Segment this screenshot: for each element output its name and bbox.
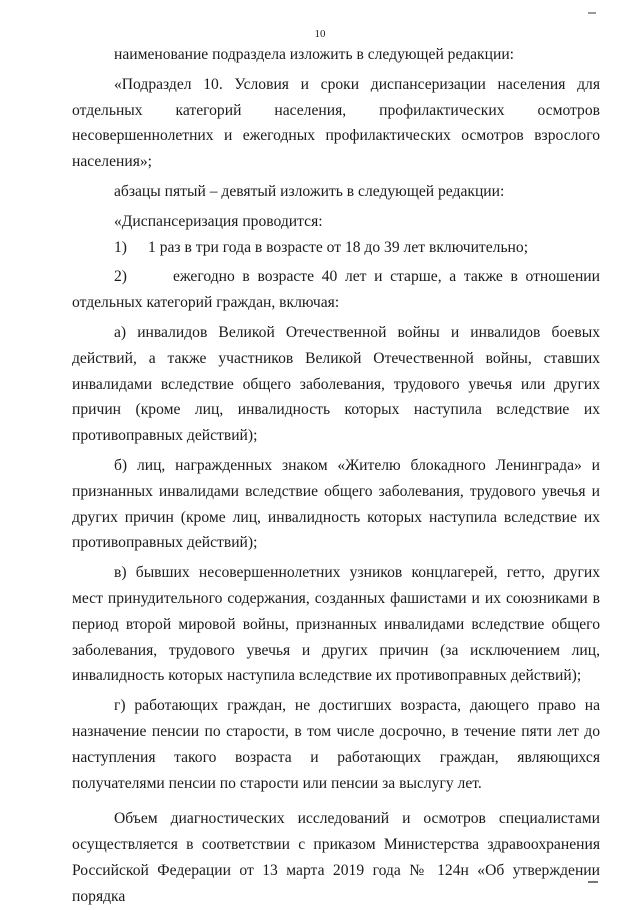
paragraph-b: б) лиц, награжденных знаком «Жителю блокадного Ленинграда» и признанных инвалидами вследствие общего заболевания, трудового увечья и других причин (кроме лиц, инвалидность которых наступила вследствие их противоправных действий); (72, 456, 600, 552)
paragraph-scope: Объем диагностических исследований и осмотров специалистами осуществляется в соответствии с приказом Министерства здравоохранения Российской Федерации от 13 марта 2019 года № 124н «Об утверждении порядка (72, 810, 600, 905)
document-body (72, 42, 600, 910)
paragraph-intro: «Диспансеризация проводится: (114, 212, 323, 230)
page-number: 10 (314, 28, 326, 40)
list-item-1-number: 1) (114, 238, 127, 256)
list-item-1-text: 1 раз в три года в возрасте от 18 до 39 лет включительно; (148, 238, 529, 256)
scan-mark-bottom (588, 881, 598, 883)
paragraph-v: в) бывших несовершеннолетних узников концлагерей, гетто, других мест принудительного содержания, созданных фашистами и их союзниками в период второй мировой войны, признанных инвалидами вследствие общего заболевания, трудового увечья и других причин (за исключением лиц, инвалидность которых наступила вследствие их противоправных действий); (72, 564, 600, 685)
paragraph-g: г) работающих граждан, не достигших возраста, дающего право на назначение пенсии по старости, в том числе досрочно, в течение пяти лет до наступления такого возраста и работающих граждан, являющихся получателями пенсии по старости или пенсии за выслугу лет. (72, 697, 600, 792)
paragraph-a: а) инвалидов Великой Отечественной войны и инвалидов боевых действий, а также участников Великой Отечественной войны, ставших инвалидами вследствие общего заболевания, трудового увечья или других причин (кроме лиц, инвалидность которых наступила вследствие их противоправных действий); (72, 323, 600, 445)
list-item-2-number: 2) (114, 268, 127, 286)
scan-mark (588, 12, 596, 14)
paragraph-subsection-name: наименование подраздела изложить в следующей редакции: (114, 46, 514, 63)
paragraph-subsection-title: «Подраздел 10. Условия и сроки диспансеризации населения для отдельных категорий населения, профилактических осмотров несовершеннолетних и ежегодных профилактических осмотров взрослого населения»; (72, 75, 600, 171)
list-item-1 (72, 235, 600, 261)
list-item-2-text: ежегодно в возрасте 40 лет и старше, а также в отношении отдельных категорий граждан, включая: (72, 268, 600, 312)
paragraph-amend-instruction: абзацы пятый – девятый изложить в следующей редакции: (114, 182, 505, 200)
list-item-2 (72, 264, 600, 316)
